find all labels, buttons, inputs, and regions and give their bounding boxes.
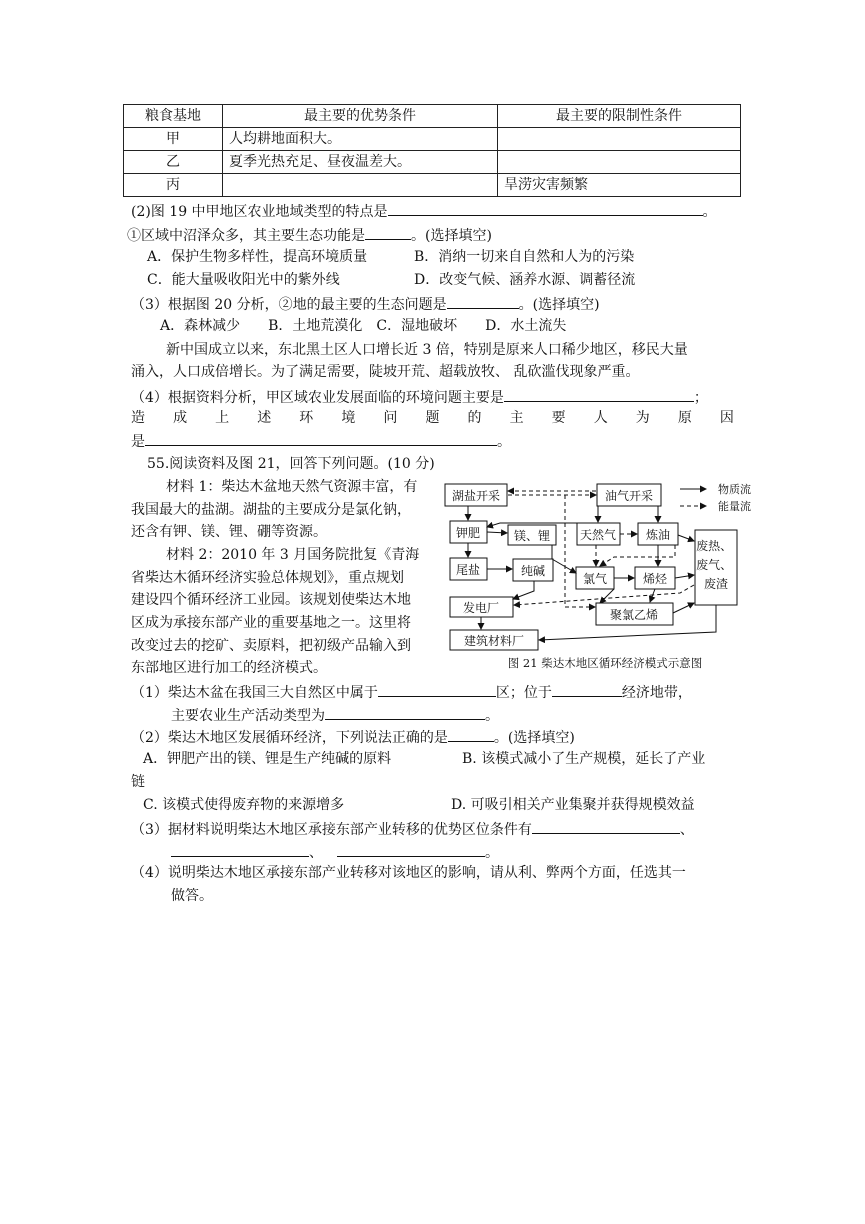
flow-arrow: [640, 506, 658, 522]
q2-answer-blank[interactable]: [388, 200, 703, 216]
table-cell: 夏季光热充足、昼夜温差大。: [223, 151, 498, 174]
q55-s2-text: 。(选择填空): [493, 730, 575, 746]
node-label: 炼油: [645, 528, 671, 542]
q55-s1-text: 。: [485, 708, 499, 724]
node-label: 聚氯乙烯: [609, 608, 659, 622]
q55-material1-line2: 我国最大的盐湖。湖盐的主要成分是氯化钠，: [131, 502, 411, 518]
flow-arrow: [513, 581, 534, 599]
q55-s3-text: （3）据材料说明柴达木地区承接东部产业转移的优势区位条件有: [131, 822, 532, 838]
table-cell: 丙: [124, 174, 223, 197]
node-label: 天然气: [579, 528, 617, 542]
table-row: [124, 128, 741, 151]
q55-material2-line5: 改变过去的挖矿、卖原料，把初级产品输入到: [131, 638, 411, 654]
q55-s2-text: （2）柴达木地区发展循环经济，下列说法正确的是: [131, 730, 448, 746]
q55-s1-text: 主要农业生产活动类型为: [171, 708, 325, 724]
q4-stem-end: ；: [693, 390, 708, 406]
q4-justified-line: [131, 408, 734, 428]
table-cell[interactable]: [223, 174, 498, 197]
table-header-cell: 最主要的限制性条件: [498, 105, 741, 128]
q55-s3-line1: [131, 818, 694, 840]
q2-option-b: B．消纳一切来自自然和人为的污染: [414, 249, 635, 265]
q55-s2-blank[interactable]: [448, 726, 494, 742]
q55-s1-belt-blank[interactable]: [552, 681, 622, 697]
q55-material1-line3: 还含有钾、镁、锂、硼等资源。: [131, 524, 327, 540]
q55-material2-line6: 东部地区进行加工的经济模式。: [131, 660, 327, 676]
q55-s3-sep: 、: [309, 845, 323, 861]
q4-reason-blank[interactable]: [145, 430, 497, 446]
node-label: 纯碱: [520, 564, 546, 578]
q2-sub1-line: [127, 224, 492, 246]
flow-arrow: [678, 535, 694, 541]
q55-s3-sep: 、: [679, 822, 694, 838]
q55-title: 55.阅读资料及图 21，回答下列问题。(10 分): [147, 456, 435, 472]
q3-answer-blank[interactable]: [447, 293, 519, 309]
node-label: 湖盐开采: [451, 489, 501, 503]
flow-arrow: [552, 545, 576, 573]
q55-s1-line1: [131, 681, 692, 703]
q55-s1-agri-blank[interactable]: [325, 704, 485, 720]
energy-arrow: [565, 495, 595, 607]
q4-char: 的: [467, 410, 482, 426]
q4-line3-start: 是: [131, 434, 145, 450]
q55-s1-text: （1）柴达木盆在我国三大自然区中属于: [131, 685, 378, 701]
node-label: 油气开采: [604, 489, 654, 503]
q4-char: 要: [551, 410, 566, 426]
q55-s2-option-b: B. 该模式减小了生产规模，延长了产业: [462, 751, 706, 767]
node-label: 烯烃: [642, 572, 668, 586]
q55-s1-line2: [171, 704, 499, 726]
q55-s3-line2: [171, 841, 499, 863]
q55-material2-line1: 材料 2：2010 年 3 月国务院批复《青海: [166, 547, 420, 563]
waste-label-line: 废气、: [696, 558, 733, 572]
q4-char: 境: [341, 410, 356, 426]
node-label: 发电厂: [462, 601, 500, 615]
q55-s3-blank-1[interactable]: [532, 818, 680, 834]
waste-label-line: 废热、: [696, 539, 733, 553]
waste-label-line: 废渣: [703, 577, 729, 591]
node-label: 钾肥: [455, 526, 481, 540]
q55-s1-text: 经济地带，: [621, 685, 692, 701]
q4-line3-end: 。: [497, 434, 511, 450]
q2-sub1: ①区域中沼泽众多，其主要生态功能是: [127, 228, 365, 244]
q55-s2-option-a: A．钾肥产出的镁、锂是生产纯碱的原料: [143, 751, 392, 767]
q3-options: A．森林减少 B．土地荒漠化 C．湿地破坏 D．水土流失: [160, 318, 567, 334]
node-label: 建筑材料厂: [463, 634, 525, 648]
q4-char: 问: [383, 410, 398, 426]
energy-arrow: [600, 545, 675, 566]
q55-s3-blank-3[interactable]: [337, 841, 485, 857]
q3-stem-end: 。(选择填空): [518, 297, 600, 313]
q4-char: 主: [509, 410, 524, 426]
table-cell: 旱涝灾害频繁: [498, 174, 741, 197]
q3-stem-line: [131, 293, 600, 315]
node-label: 尾盐: [455, 563, 481, 577]
q55-s1-text: 区；位于: [495, 685, 552, 701]
q2-option-c: C．能大量吸收阳光中的紫外线: [147, 272, 340, 288]
q55-s2-option-c: C. 该模式使得废弃物的来源增多: [143, 797, 345, 813]
q3-stem: （3）根据图 20 分析，②地的最主要的生态问题是: [131, 297, 447, 313]
q4-char: 为: [635, 410, 650, 426]
q55-s2-option-d: D. 可吸引相关产业集聚并获得规模效益: [451, 797, 695, 813]
q2-stem: (2)图 19 中甲地区农业地域类型的特点是: [131, 204, 388, 220]
table-header-row: [124, 105, 741, 128]
q55-material2-line2: 省柴达木循环经济实验总体规划》，重点规划: [131, 570, 404, 586]
table-row: [124, 174, 741, 197]
q4-char: 因: [719, 410, 734, 426]
circular-economy-diagram: [440, 475, 770, 675]
material-line-1: 新中国成立以来，东北黑土区人口增长近 3 倍，特别是原来人口稀少地区，移民大量: [166, 342, 688, 358]
flow-arrow: [487, 532, 507, 533]
q4-char: 原: [677, 410, 692, 426]
table-cell[interactable]: [498, 151, 741, 174]
q2-option-d: D．改变气候、涵养水源、调蓄径流: [414, 272, 636, 288]
diagram-caption: 图 21 柴达木地区循环经济模式示意图: [507, 656, 703, 670]
q4-line3: [131, 430, 511, 452]
q4-char: 环: [299, 410, 314, 426]
flow-arrow: [598, 506, 622, 522]
table-header-cell: 最主要的优势条件: [223, 105, 498, 128]
q4-char: 造: [131, 410, 145, 426]
q2-sub1-end: 。(选择填空): [411, 228, 492, 244]
q4-char: 上: [215, 410, 230, 426]
q2-stem-line: [131, 200, 717, 222]
table-header-cell: 粮食基地: [124, 105, 223, 128]
node-label: 氯气: [582, 572, 608, 586]
table-cell[interactable]: [498, 128, 741, 151]
q4-stem-line: [131, 386, 708, 408]
q4-char: 人: [593, 410, 608, 426]
q55-s3-blank-2[interactable]: [171, 841, 309, 857]
q4-char: 述: [257, 410, 272, 426]
table-row: [124, 151, 741, 174]
table-cell: 乙: [124, 151, 223, 174]
q2-sub1-blank[interactable]: [365, 224, 411, 240]
q55-material2-line3: 建设四个循环经济工业园。该规划使柴达木地: [131, 592, 411, 608]
q55-s3-end: 。: [485, 845, 499, 861]
q55-s1-region-blank[interactable]: [378, 681, 496, 697]
q55-s2-option-b-cont: 链: [131, 774, 145, 790]
node-label: 镁、锂: [513, 529, 551, 543]
grain-base-table: [123, 104, 741, 197]
q55-s4-line2: 做答。: [171, 888, 213, 904]
table-cell: 人均耕地面积大。: [223, 128, 498, 151]
flow-arrow: [600, 589, 614, 603]
q55-s4-line1: （4）说明柴达木地区承接东部产业转移对该地区的影响，请从利、弊两个方面，任选其一: [131, 865, 686, 881]
flow-arrow: [673, 603, 694, 613]
q2-option-a: A．保护生物多样性，提高环境质量: [147, 249, 368, 265]
legend-energy-label: 能量流: [718, 500, 751, 513]
q4-char: 题: [425, 410, 440, 426]
material-line-2: 涌入，人口成倍增长。为了满足需要，陡坡开荒、超载放牧、 乱砍滥伐现象严重。: [131, 364, 640, 380]
q2-stem-end: 。: [702, 204, 717, 220]
q55-material2-line4: 区成为承接东部产业的重要基地之一。这里将: [131, 615, 411, 631]
q55-s2-stem: [131, 726, 575, 748]
flow-arrow: [675, 575, 694, 578]
table-cell: 甲: [124, 128, 223, 151]
q4-answer-blank[interactable]: [504, 386, 694, 402]
q4-char: 成: [173, 410, 188, 426]
q55-material1-line1: 材料 1：柴达木盆地天然气资源丰富，有: [166, 479, 418, 495]
q4-stem: （4）根据资料分析，甲区域农业发展面临的环境问题主要是: [131, 390, 504, 406]
legend-material-label: 物质流: [718, 483, 751, 496]
